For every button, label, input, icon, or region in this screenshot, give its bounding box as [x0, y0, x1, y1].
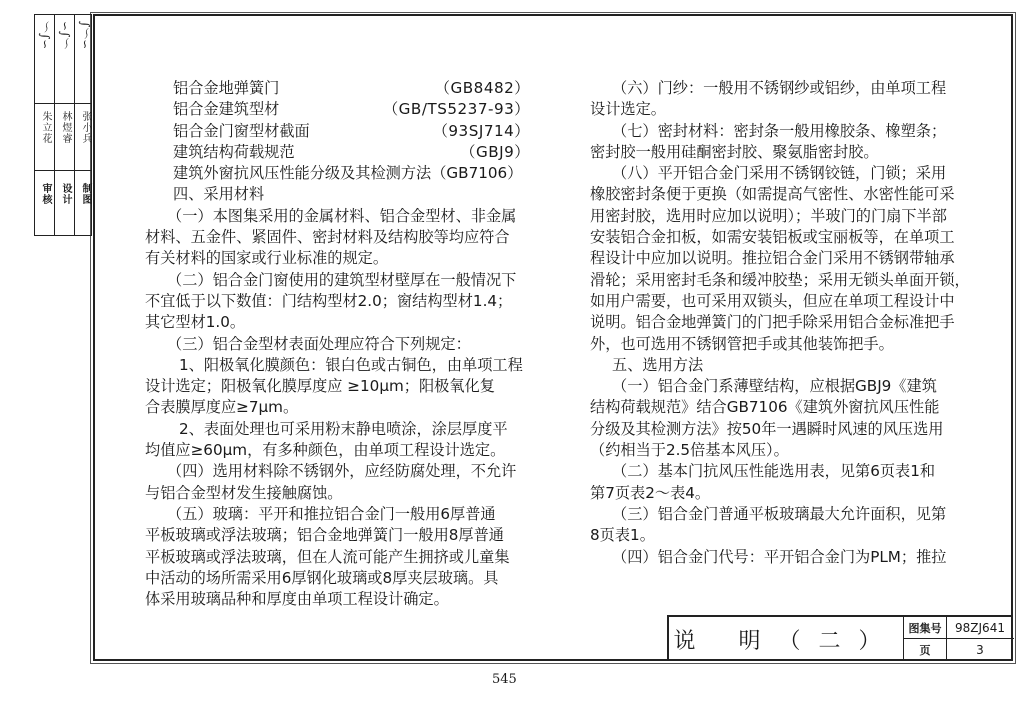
page-value: 3: [976, 642, 984, 657]
standard-row: 铝合金建筑型材 （GB/TS5237-93）: [173, 100, 530, 119]
text-line: 材料、五金件、紧固件、密封材料及结构胶等均应符合: [145, 228, 510, 247]
text-line: 2、表面处理也可采用粉末静电喷涂，涂层厚度平: [179, 419, 508, 438]
standard-row: 铝合金门窗型材截面 （93SJ714）: [173, 121, 530, 140]
text-line: 体采用玻璃品种和厚度由单项工程设计确定。: [145, 590, 449, 609]
text-line: （一）本图集采用的金属材料、铝合金型材、非金属: [167, 206, 517, 225]
text-line: 五、选用方法: [612, 355, 704, 374]
text-line: （二）铝合金门窗使用的建筑型材壁厚在一般情况下: [167, 270, 517, 289]
section-heading: 四、采用材料: [173, 185, 265, 204]
text-line: 如用户需要，也可采用双锁头，但应在单项工程设计中: [590, 291, 955, 310]
text-line: 安装铝合金扣板，如需安装铝板或宝丽板等，在单项工: [590, 228, 955, 247]
page-number: 545: [492, 672, 517, 687]
text-line: （八）平开铝合金门采用不锈钢铰链，门锁；采用: [612, 164, 947, 183]
text-line: （六）门纱：一般用不锈钢纱或铝纱，由单项工程: [612, 79, 947, 97]
text-line: 设计选定；阳极氧化膜厚度应 ≥10μm；阳极氧化复: [145, 377, 495, 396]
sign-name-review: 朱立花: [40, 111, 51, 144]
text-line: 有关材料的国家或行业标准的规定。: [145, 249, 388, 268]
standard-row: 建筑结构荷载规范 （GBJ9）: [173, 142, 530, 161]
sign-name-drawing: 张小兵: [80, 111, 91, 144]
text-line: 外，也可选用不锈钢管把手或其他装饰把手。: [590, 334, 894, 353]
text-line: 设计选定。: [590, 100, 666, 119]
text-line: 1、阳极氧化膜颜色：银白色或古铜色，由单项工程: [179, 355, 523, 374]
text-line: 中活动的场所需采用6厚钢化玻璃或8厚夹层玻璃。具: [145, 568, 499, 587]
text-line: （四）选用材料除不锈钢外，应经防腐处理，不允许: [167, 462, 517, 481]
title-block: [667, 615, 1013, 661]
standard-row: 建筑外窗抗风压性能分级及其检测方法（GB7106）: [173, 164, 523, 183]
text-line: （七）密封材料：密封条一般用橡胶条、橡塑条；: [612, 121, 947, 140]
page-label: 页: [919, 643, 931, 657]
text-line: 与铝合金型材发生接触腐蚀。: [145, 483, 343, 502]
right-text-column: [590, 78, 980, 568]
signature-design: ∽∫～: [58, 21, 72, 50]
text-line: （三）铝合金门普通平板玻璃最大允许面积，见第: [612, 504, 947, 523]
text-line: 第7页表2～表4。: [590, 483, 711, 502]
atlas-value: 98ZJ641: [955, 620, 1005, 635]
text-line: 密封胶一般用硅酮密封胶、聚氨脂密封胶。: [590, 142, 879, 161]
signature-drawing: ∫～∽: [78, 21, 92, 50]
text-line: 不宜低于以下数值：门结构型材2.0；窗结构型材1.4；: [145, 291, 513, 310]
signature-strip: [34, 14, 92, 236]
text-line: （四）铝合金门代号：平开铝合金门为PLM；推拉: [612, 547, 947, 566]
text-line: 平板玻璃或浮法玻璃，但在人流可能产生拥挤或儿童集: [145, 547, 510, 566]
text-line: 均值应≥60μm，有多种颜色，由单项工程设计选定。: [145, 441, 506, 460]
text-line: 平板玻璃或浮法玻璃；铝合金地弹簧门一般用8厚普通: [145, 526, 504, 545]
text-line: 合表膜厚度应≥7μm。: [145, 398, 299, 417]
text-line: 程设计中应加以说明。推拉铝合金门采用不锈钢带轴承: [590, 249, 955, 268]
sign-label-review: 审核: [40, 183, 51, 205]
sign-label-design: 设计: [60, 183, 71, 205]
text-line: 橡胶密封条便于更换（如需提高气密性、水密性能可采: [590, 185, 955, 204]
standard-row: 铝合金地弹簧门 （GB8482）: [173, 79, 530, 97]
sign-name-design: 林煜睿: [60, 111, 71, 144]
text-line: （五）玻璃：平开和推拉铝合金门一般用6厚普通: [167, 504, 496, 523]
atlas-label: 图集号: [908, 621, 942, 635]
text-line: 结构荷载规范》结合GB7106《建筑外窗抗风压性能: [590, 398, 940, 417]
text-line: （二）基本门抗风压性能选用表，见第6页表1和: [612, 462, 936, 481]
sign-label-drawing: 制图: [80, 183, 91, 205]
text-line: （约相当于2.5倍基本风压）。: [590, 441, 789, 460]
text-line: （一）铝合金门系薄壁结构，应根据GBJ9《建筑: [612, 377, 937, 396]
text-line: 用密封胶，选用时应加以说明）；半玻门的门扇下半部: [590, 206, 947, 225]
title-block-grid: [903, 617, 1014, 661]
text-line: 说明。铝合金地弹簧门的门把手除采用铝合金标准把手: [590, 313, 955, 332]
left-text-column: [145, 78, 530, 610]
text-line: （三）铝合金型材表面处理应符合下列规定：: [167, 334, 471, 353]
sheet-title: 说 明（二）: [673, 628, 899, 654]
text-line: 8页表1。: [590, 526, 655, 545]
signature-review: ～∫∽: [38, 21, 52, 50]
text-line: 分级及其检测方法》按50年一遇瞬时风速的风压选用: [590, 419, 944, 438]
text-line: 其它型材1.0。: [145, 313, 246, 332]
text-line: 滑轮；采用密封毛条和缓冲胶垫；采用无锁头单面开锁，: [590, 270, 970, 289]
